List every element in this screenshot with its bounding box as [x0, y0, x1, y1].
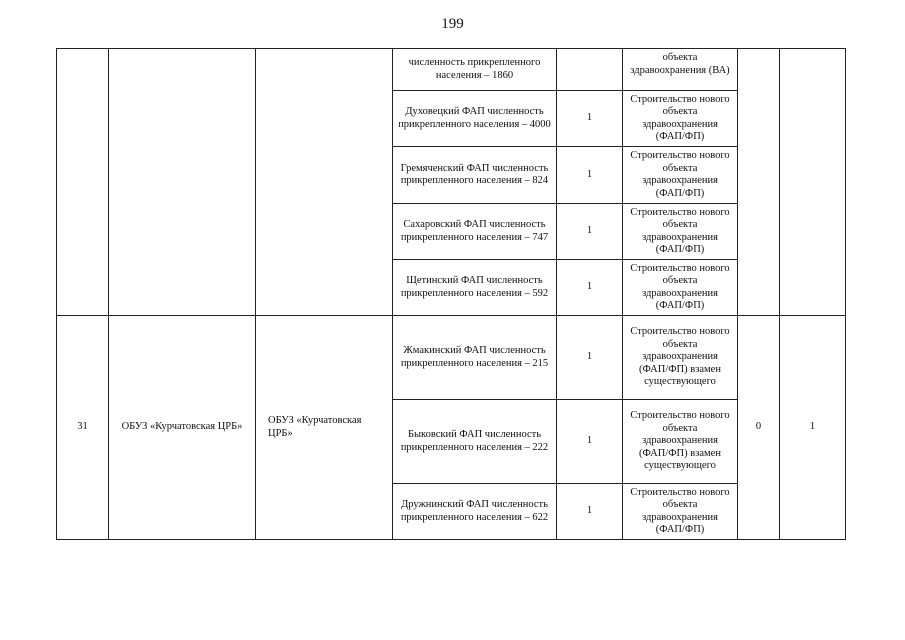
facility-cell: Жмакинский ФАП численность прикрепленного населения – 215 [393, 316, 557, 400]
number-cell-empty [57, 49, 109, 316]
action-cell: Строительство нового объекта здравоохранения (ФАП/ФП) [623, 260, 738, 316]
action-cell: Строительство нового объекта здравоохранения (ФАП/ФП) [623, 91, 738, 147]
action-cell: Строительство нового объекта здравоохранения (ФАП/ФП) [623, 204, 738, 260]
count-cell: 1 [557, 484, 623, 540]
institution-cell: ОБУЗ «Курчатовская ЦРБ» [109, 316, 256, 540]
col-a-cell-empty [738, 49, 780, 316]
page-number: 199 [441, 16, 464, 32]
count-cell: 1 [557, 147, 623, 204]
table-row [57, 49, 846, 91]
col-a-cell: 0 [738, 316, 780, 540]
legal-entity-cell-empty [256, 49, 393, 316]
facility-cell: Щетинский ФАП численность прикрепленного населения – 592 [393, 260, 557, 316]
legal-entity-cell: ОБУЗ «Курчатовская ЦРБ» [256, 316, 393, 540]
facility-cell: Духовецкий ФАП численность прикрепленного населения – 4000 [393, 91, 557, 147]
row-number-cell: 31 [57, 316, 109, 540]
facility-cell: численность прикрепленного населения – 1860 [393, 49, 557, 91]
col-b-cell: 1 [780, 316, 846, 540]
count-cell: 1 [557, 400, 623, 484]
count-cell [557, 49, 623, 91]
count-cell: 1 [557, 204, 623, 260]
table-row [57, 316, 846, 400]
count-cell: 1 [557, 260, 623, 316]
action-cell: Строительство нового объекта здравоохранения (ФАП/ФП) [623, 484, 738, 540]
action-cell: объекта здравоохранения (ВА) [623, 49, 738, 91]
institution-cell-empty [109, 49, 256, 316]
count-cell: 1 [557, 91, 623, 147]
facility-cell: Дружнинский ФАП численность прикрепленного населения – 622 [393, 484, 557, 540]
count-cell: 1 [557, 316, 623, 400]
action-cell: Строительство нового объекта здравоохранения (ФАП/ФП) взамен существующего [623, 316, 738, 400]
action-cell: Строительство нового объекта здравоохранения (ФАП/ФП) [623, 147, 738, 204]
facility-cell: Гремяченский ФАП численность прикрепленного населения – 824 [393, 147, 557, 204]
facility-cell: Сахаровский ФАП численность прикрепленного населения – 747 [393, 204, 557, 260]
action-cell: Строительство нового объекта здравоохранения (ФАП/ФП) взамен существующего [623, 400, 738, 484]
facilities-table [56, 48, 846, 540]
facility-cell: Быковский ФАП численность прикрепленного населения – 222 [393, 400, 557, 484]
col-b-cell-empty [780, 49, 846, 316]
